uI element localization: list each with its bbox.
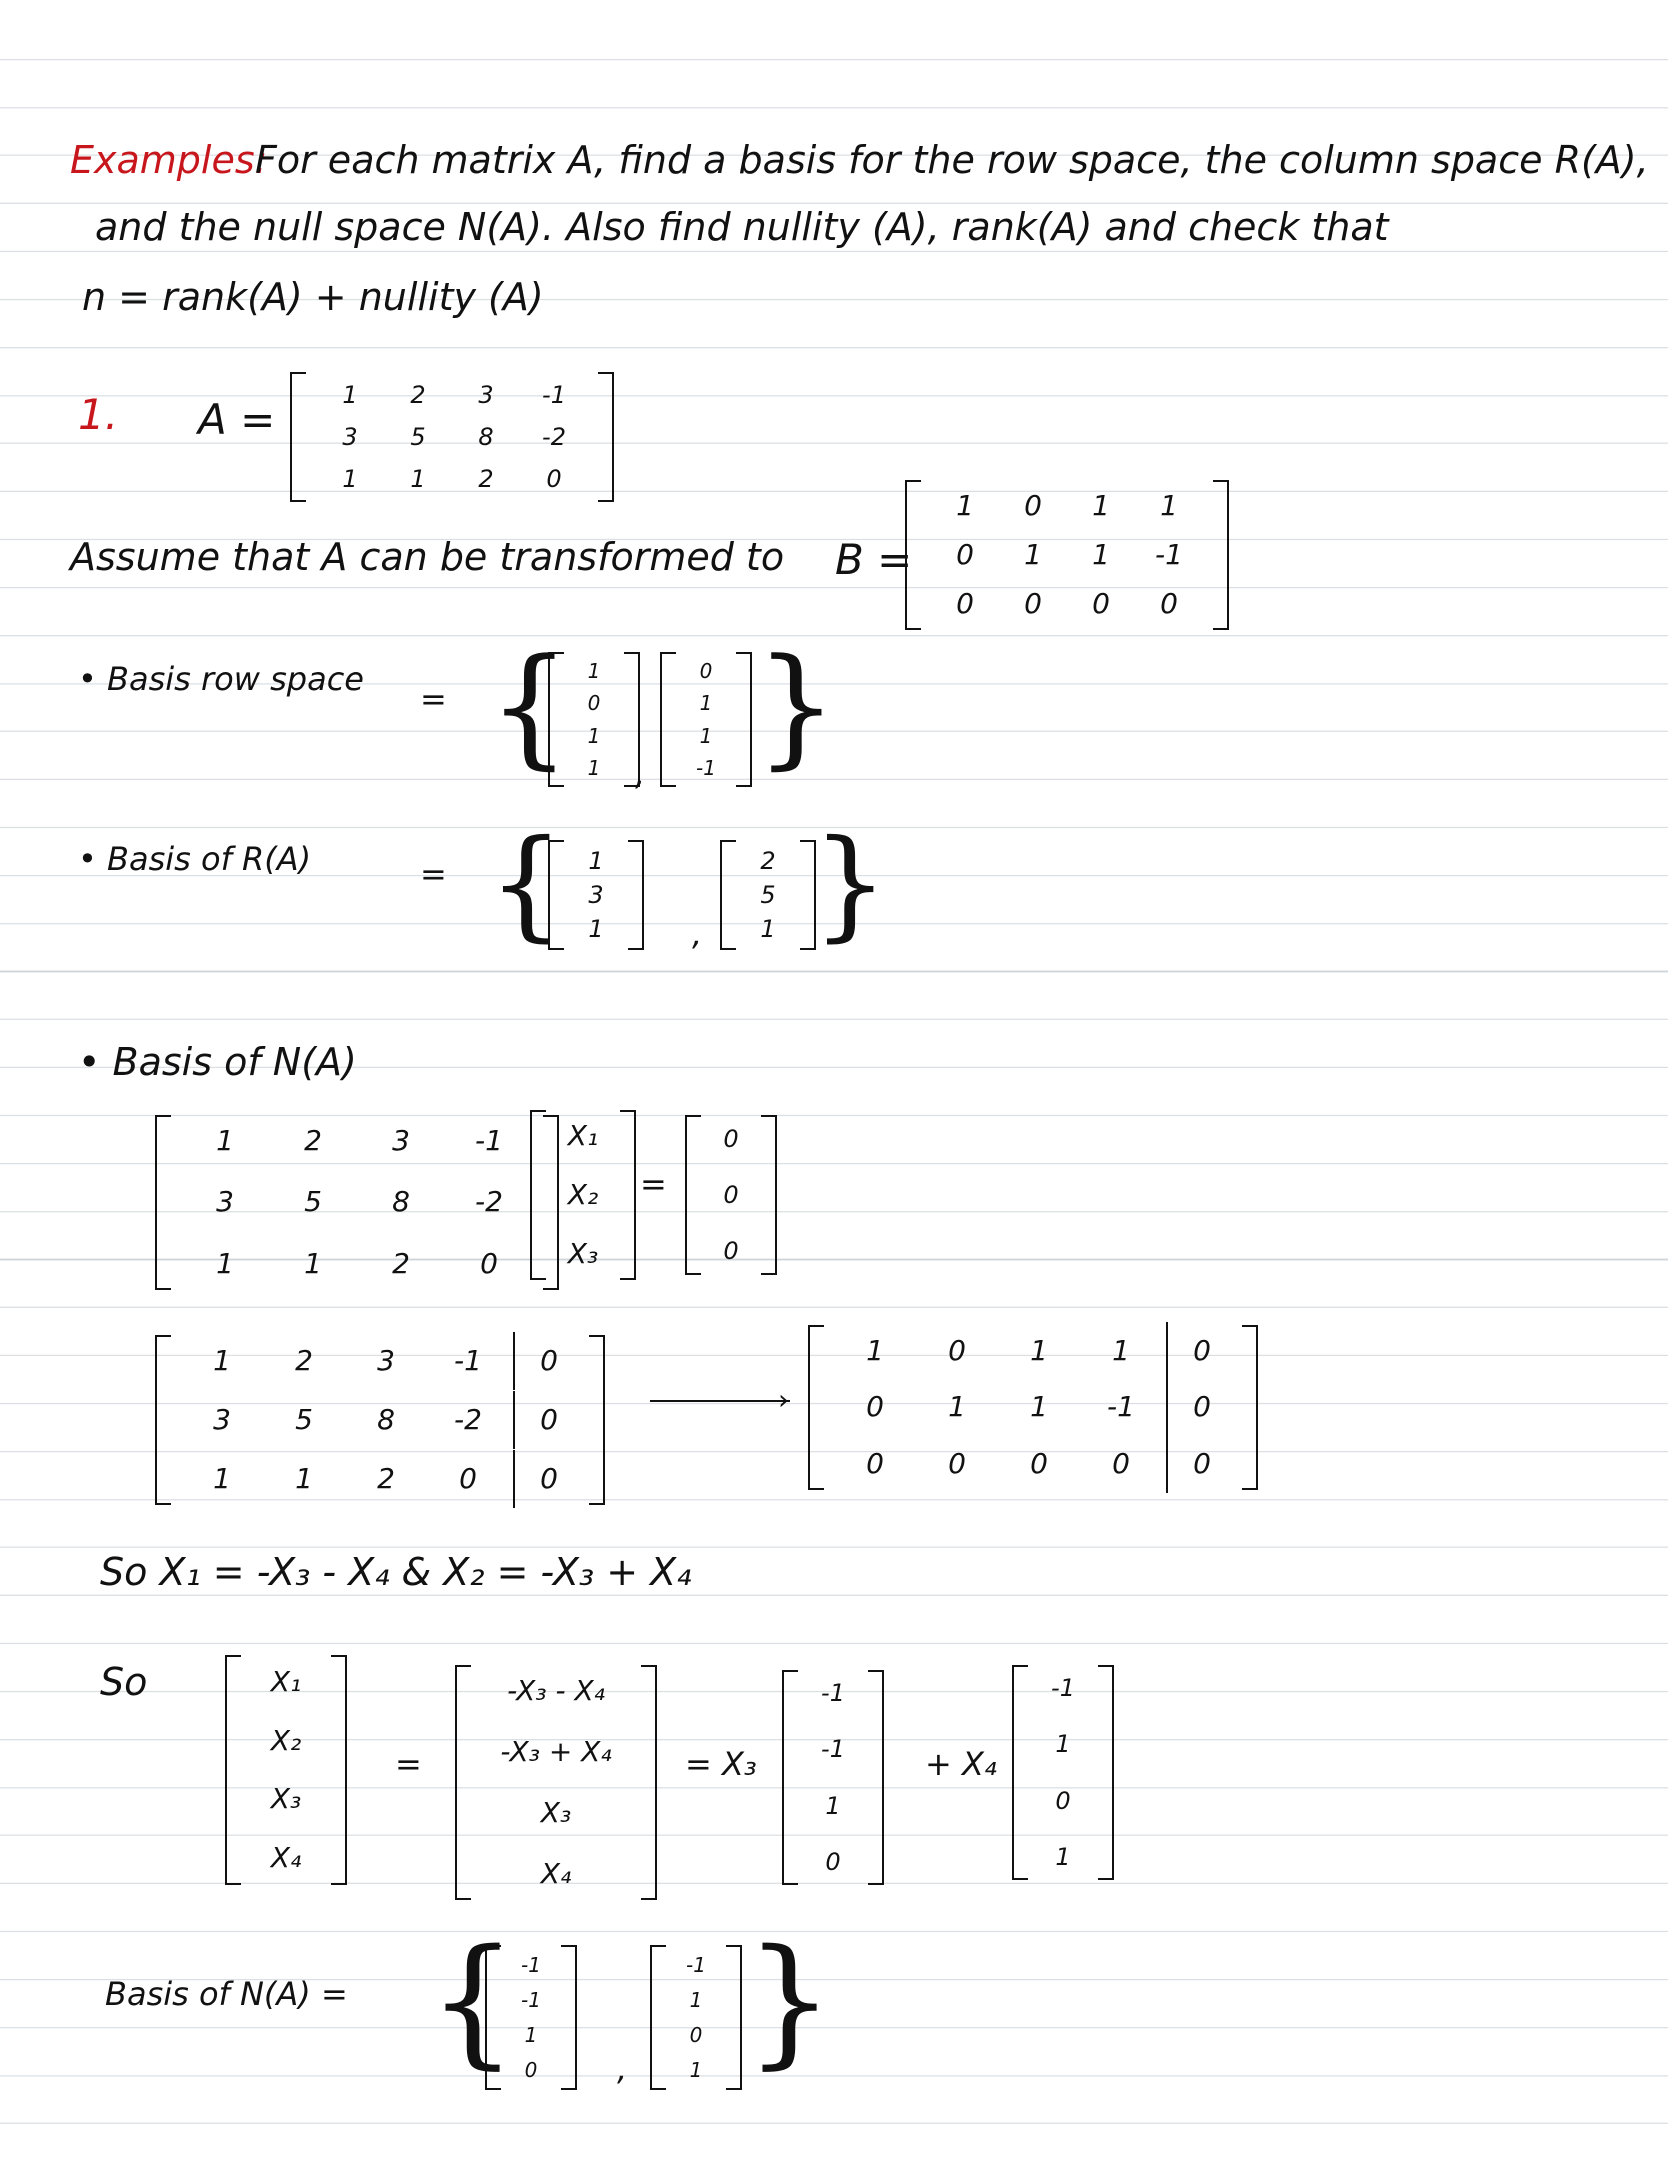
row-space-comma: , (635, 755, 646, 793)
intro-line-2: and the null space N(A). Also find nullity (A), rank(A) and check that (95, 205, 1389, 249)
matrix-a-cell-r3c2: 1 (410, 465, 426, 493)
v2-entry-2: 1 (1055, 1730, 1071, 1759)
aug-right-cell-r3c2: 0 (948, 1446, 966, 1480)
v1-entry-1: -1 (821, 1679, 845, 1708)
row-basis-vector-2 (660, 652, 752, 787)
aug-right-cell-r1c1: 1 (866, 1334, 884, 1368)
aug-right-cell-r1c3: 1 (1030, 1334, 1048, 1368)
row-basis-1-entry-1: 1 (587, 659, 601, 684)
matrix-a-cell-r2c4: -2 (542, 423, 566, 451)
matrix-a-cell-r1c1: 1 (342, 381, 358, 409)
col-basis-2-entry-1: 2 (760, 847, 776, 875)
system-cell-r3c2: 1 (304, 1247, 322, 1281)
expr-entry-3: X₃ (540, 1795, 572, 1829)
x-vector-entry-2: X₂ (567, 1177, 599, 1211)
col-basis-2-entry-2: 5 (760, 881, 776, 909)
v2-entry-1: -1 (1051, 1674, 1075, 1703)
row-basis-2-entry-3: 1 (699, 723, 713, 748)
zero-vector-entry-1: 0 (723, 1125, 739, 1153)
col-space-close-brace: } (812, 815, 889, 954)
system-matrix (155, 1115, 559, 1290)
v2-entry-3: 0 (1055, 1786, 1071, 1815)
v2-entry-4: 1 (1055, 1842, 1071, 1871)
matrix-b-cell-r2c1: 0 (956, 537, 974, 571)
arrow-head: › (778, 1383, 790, 1416)
v1-entry-3: 1 (825, 1791, 841, 1820)
row-space-open-brace: { (488, 630, 571, 782)
v1-entry-2: -1 (821, 1735, 845, 1764)
aug-right-cell-r3c4: 0 (1112, 1446, 1130, 1480)
aug-left-cell-r1c2: 2 (295, 1344, 313, 1378)
x-full-vector (225, 1655, 347, 1885)
zero-vector-entry-2: 0 (723, 1181, 739, 1209)
assume-text: Assume that A can be transformed to (70, 535, 785, 579)
null-basis-close-brace: } (745, 1920, 835, 2083)
col-basis-vector-1 (548, 840, 644, 950)
row-basis-2-entry-2: 1 (699, 691, 713, 716)
null-basis-vector-1 (485, 1945, 577, 2090)
aug-left-cell-r3c2: 1 (295, 1461, 313, 1495)
matrix-a-cell-r1c4: -1 (542, 381, 566, 409)
null-basis-label: Basis of N(A) = (105, 1975, 348, 2013)
expression-vector (455, 1665, 657, 1900)
col-space-comma: , (692, 915, 703, 953)
aug-right-cell-r3c3: 0 (1030, 1446, 1048, 1480)
x-full-entry-2: X₂ (270, 1723, 302, 1757)
null-basis-open-brace: { (428, 1920, 518, 2083)
aug-left-cell-r2c2: 5 (295, 1402, 313, 1436)
col-basis-1-entry-1: 1 (588, 847, 604, 875)
system-cell-r2c3: 8 (392, 1185, 410, 1219)
null-basis-2-entry-3: 0 (689, 2023, 703, 2048)
row-space-eq: = (420, 680, 447, 718)
aug-right-cell-r1c2: 0 (948, 1334, 966, 1368)
vector-v1 (782, 1670, 884, 1885)
zero-vector-entry-3: 0 (723, 1237, 739, 1265)
row-basis-2-entry-1: 0 (699, 659, 713, 684)
aug-left-cell-r1c5: 0 (540, 1344, 558, 1378)
system-cell-r1c1: 1 (216, 1123, 234, 1157)
x-full-entry-1: X₁ (270, 1665, 302, 1699)
matrix-b-cell-r1c2: 0 (1024, 489, 1042, 523)
aug-left-cell-r2c1: 3 (213, 1402, 231, 1436)
row-space-close-brace: } (755, 630, 838, 782)
matrix-b-cell-r3c4: 0 (1160, 586, 1178, 620)
row-basis-2-entry-4: -1 (696, 755, 716, 780)
aug-right-cell-r1c4: 1 (1112, 1334, 1130, 1368)
x-full-entry-4: X₄ (270, 1840, 302, 1874)
null-basis-2-entry-4: 1 (689, 2058, 703, 2083)
aug-right-cell-r2c2: 1 (948, 1390, 966, 1424)
null-basis-1-entry-4: 0 (524, 2058, 538, 2083)
matrix-b-cell-r3c3: 0 (1092, 586, 1110, 620)
matrix-a-cell-r3c1: 1 (342, 465, 358, 493)
arrow-shaft (650, 1400, 790, 1402)
system-cell-r1c2: 2 (304, 1123, 322, 1157)
augment-separator (1166, 1378, 1168, 1436)
col-basis-2-entry-3: 1 (760, 915, 776, 943)
col-space-eq: = (420, 855, 447, 893)
aug-left-cell-r1c1: 1 (213, 1344, 231, 1378)
matrix-a-cell-r3c3: 2 (478, 465, 494, 493)
row-space-label: • Basis row space (78, 660, 364, 698)
matrix-b (905, 480, 1229, 630)
aug-right-cell-r2c1: 0 (866, 1390, 884, 1424)
matrix-b-cell-r3c1: 0 (956, 586, 974, 620)
system-cell-r3c4: 0 (480, 1247, 498, 1281)
aug-left-cell-r2c5: 0 (540, 1402, 558, 1436)
aug-left-cell-r3c4: 0 (459, 1461, 477, 1495)
param-eq: = (395, 1745, 422, 1783)
reduced-augmented-matrix (808, 1325, 1258, 1490)
system-eq: = (640, 1165, 667, 1203)
matrix-a-cell-r2c1: 3 (342, 423, 358, 451)
aug-left-cell-r1c4: -1 (454, 1344, 482, 1378)
aug-right-cell-r3c5: 0 (1193, 1446, 1211, 1480)
expr-entry-2: -X₃ + X₄ (500, 1735, 612, 1769)
vector-v2 (1012, 1665, 1114, 1880)
so-label: So (100, 1660, 148, 1704)
matrix-b-label: B = (835, 535, 913, 584)
augment-separator (1166, 1322, 1168, 1380)
row-basis-vector-1 (548, 652, 640, 787)
matrix-a (290, 372, 614, 502)
coef-x3: = X₃ (685, 1745, 757, 1783)
matrix-b-cell-r1c4: 1 (1160, 489, 1178, 523)
matrix-a-cell-r1c3: 3 (478, 381, 494, 409)
system-cell-r1c4: -1 (475, 1123, 503, 1157)
col-basis-1-entry-3: 1 (588, 915, 604, 943)
expr-entry-4: X₄ (540, 1856, 572, 1890)
aug-right-cell-r3c1: 0 (866, 1446, 884, 1480)
null-basis-vector-2 (650, 1945, 742, 2090)
intro-line-3: n = rank(A) + nullity (A) (82, 275, 544, 319)
aug-left-cell-r1c3: 3 (377, 1344, 395, 1378)
matrix-b-cell-r2c3: 1 (1092, 537, 1110, 571)
problem-number: 1. (78, 390, 119, 439)
col-space-label: • Basis of R(A) (78, 840, 312, 878)
x-vector (530, 1110, 636, 1280)
system-cell-r3c3: 2 (392, 1247, 410, 1281)
aug-right-cell-r1c5: 0 (1193, 1334, 1211, 1368)
intro-line-1: For each matrix A, find a basis for the row space, the column space R(A), (255, 138, 1649, 182)
matrix-b-cell-r2c4: -1 (1155, 537, 1183, 571)
matrix-a-cell-r3c4: 0 (546, 465, 562, 493)
augment-separator (513, 1391, 515, 1449)
x-vector-entry-1: X₁ (567, 1118, 599, 1152)
augment-separator (513, 1332, 515, 1390)
row-basis-1-entry-2: 0 (587, 691, 601, 716)
examples-label: Examples: (70, 138, 268, 182)
matrix-b-cell-r2c2: 1 (1024, 537, 1042, 571)
system-cell-r2c4: -2 (475, 1185, 503, 1219)
augmented-matrix (155, 1335, 605, 1505)
augment-separator (513, 1450, 515, 1508)
null-basis-comma: , (617, 2050, 628, 2088)
aug-left-cell-r3c5: 0 (540, 1461, 558, 1495)
matrix-a-cell-r1c2: 2 (410, 381, 426, 409)
null-basis-2-entry-1: -1 (686, 1952, 706, 1977)
expr-entry-1: -X₃ - X₄ (507, 1674, 605, 1708)
aug-right-cell-r2c3: 1 (1030, 1390, 1048, 1424)
col-basis-1-entry-2: 3 (588, 881, 604, 909)
matrix-a-label: A = (198, 395, 276, 444)
row-basis-1-entry-4: 1 (587, 755, 601, 780)
matrix-b-cell-r1c3: 1 (1092, 489, 1110, 523)
solution-relations: So X₁ = -X₃ - X₄ & X₂ = -X₃ + X₄ (100, 1550, 692, 1594)
aug-right-cell-r2c5: 0 (1193, 1390, 1211, 1424)
system-cell-r1c3: 3 (392, 1123, 410, 1157)
null-basis-2-entry-2: 1 (689, 1987, 703, 2012)
col-space-open-brace: { (488, 815, 565, 954)
x-vector-entry-3: X₃ (567, 1237, 599, 1271)
aug-left-cell-r3c1: 1 (213, 1461, 231, 1495)
matrix-b-cell-r3c2: 0 (1024, 586, 1042, 620)
augment-separator (1166, 1435, 1168, 1493)
null-basis-1-entry-2: -1 (521, 1987, 541, 2012)
null-basis-1-entry-3: 1 (524, 2023, 538, 2048)
matrix-b-cell-r1c1: 1 (956, 489, 974, 523)
system-cell-r3c1: 1 (216, 1247, 234, 1281)
row-basis-1-entry-3: 1 (587, 723, 601, 748)
aug-right-cell-r2c4: -1 (1107, 1390, 1135, 1424)
null-basis-1-entry-1: -1 (521, 1952, 541, 1977)
aug-left-cell-r2c4: -2 (454, 1402, 482, 1436)
v1-entry-4: 0 (825, 1847, 841, 1876)
zero-vector (685, 1115, 777, 1275)
null-space-label: • Basis of N(A) (78, 1040, 357, 1084)
x-full-entry-3: X₃ (270, 1782, 302, 1816)
col-basis-vector-2 (720, 840, 816, 950)
system-cell-r2c1: 3 (216, 1185, 234, 1219)
matrix-a-cell-r2c2: 5 (410, 423, 426, 451)
coef-x4: + X₄ (925, 1745, 997, 1783)
matrix-a-cell-r2c3: 8 (478, 423, 494, 451)
aug-left-cell-r2c3: 8 (377, 1402, 395, 1436)
aug-left-cell-r3c3: 2 (377, 1461, 395, 1495)
system-cell-r2c2: 5 (304, 1185, 322, 1219)
